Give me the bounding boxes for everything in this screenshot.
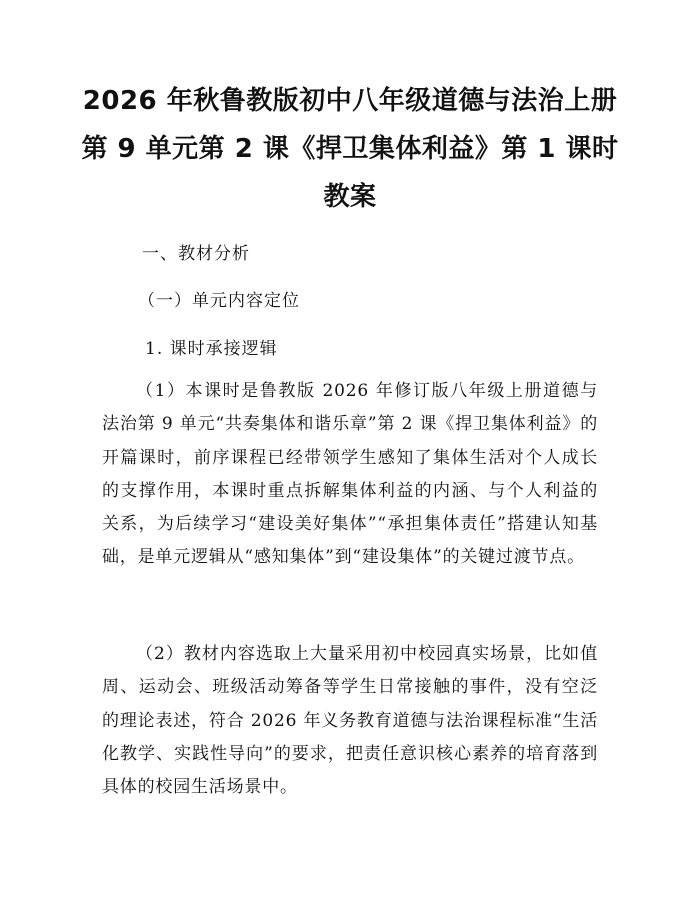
subsection-heading: （一）单元内容定位 <box>138 291 300 311</box>
item-heading: 1. 课时承接逻辑 <box>145 339 278 359</box>
title-line-2: 第 9 单元第 2 课《捍卫集体利益》第 1 课时 <box>81 134 619 164</box>
paragraph-2: （2）教材内容选取上大量采用初中校园真实场景，比如值周、运动会、班级活动筹备等学生日常接触的事件，没有空泛的理论表述，符合 2026 年义务教育道德与法治课程标准“生活化教学、实践性导向”的要求，把责任意识核心素养的培育落到具体的校园生活场景中。 <box>102 644 598 798</box>
title-line-3: 教案 <box>323 182 377 212</box>
section-heading: 一、教材分析 <box>142 244 250 264</box>
title-line-1: 2026 年秋鲁教版初中八年级道德与法治上册 <box>82 86 618 116</box>
paragraph-1: （1）本课时是鲁教版 2026 年修订版八年级上册道德与法治第 9 单元“共奏集体和谐乐章”第 2 课《捍卫集体利益》的开篇课时，前序课程已经带领学生感知了集体生活对个人成长的支撑作用，本课时重点拆解集体利益的内涵、与个人利益的关系，为后续学习“建设美好集体”“承担集体责任”搭建认知基础，是单元逻辑从“感知集体”到“建设集体”的关键过渡节点。 <box>102 381 598 568</box>
